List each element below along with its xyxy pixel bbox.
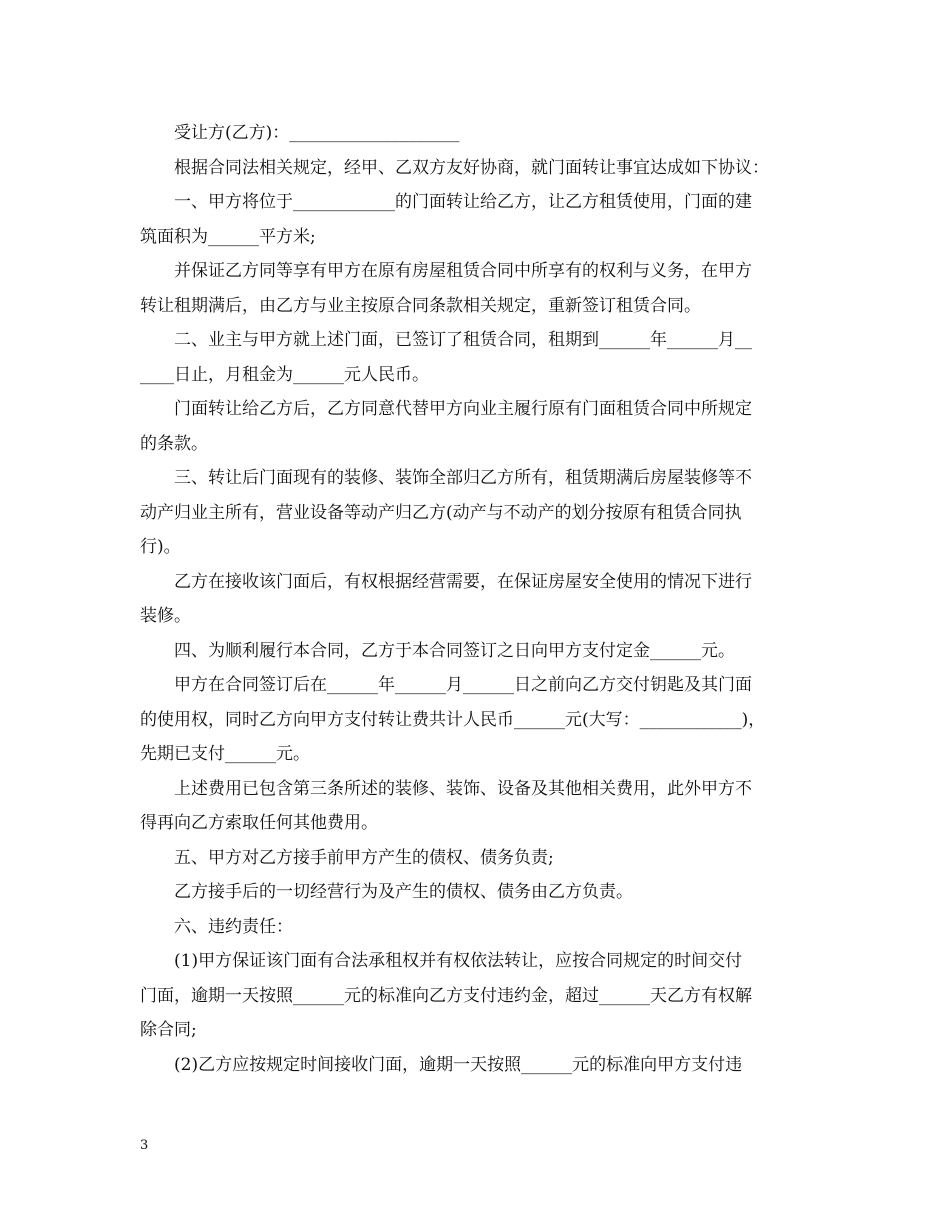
text-line: 先期已支付______元。: [140, 744, 310, 764]
text-line: 上述费用已包含第三条所述的装修、装饰、设备及其他相关费用，此外甲方不: [174, 778, 752, 799]
text-line: 行)。: [140, 537, 181, 557]
text-line: 筑面积为______平方米;: [140, 226, 316, 247]
text-line: 受让方(乙方)：____________________: [174, 123, 460, 143]
text-line: 并保证乙方同等享有甲方在原有房屋租赁合同中所享有的权利与义务，在甲方: [174, 261, 752, 281]
text-line: (2)乙方应按规定时间接收门面，逾期一天按照______元的标准向甲方支付违: [174, 1054, 743, 1075]
page-number: 3: [140, 1138, 149, 1153]
text-line: 乙方在接收该门面后，有权根据经营需要，在保证房屋安全使用的情况下进行: [174, 571, 752, 592]
text-line: 的使用权，同时乙方向甲方支付转让费共计人民币______元(大写：____________)，: [140, 709, 766, 730]
text-line: 三、转让后门面现有的装修、装饰全部归乙方所有，租赁期满后房屋装修等不: [174, 468, 752, 488]
text-line: 四、为顺利履行本合同，乙方于本合同签订之日向甲方支付定金______元。: [174, 640, 735, 661]
text-line: 得再向乙方索取任何其他费用。: [140, 813, 378, 833]
text-line: 六、违约责任：: [174, 916, 293, 937]
text-line: 装修。: [140, 606, 191, 626]
text-line: 二、业主与甲方就上述门面，已签订了租赁合同，租期到______年______月__: [174, 330, 752, 350]
text-line: 甲方在合同签订后在______年______月______日之前向乙方交付钥匙及其门面: [174, 675, 752, 695]
text-line: 门面，逾期一天按照______元的标准向乙方支付违约金，超过______天乙方有权解: [140, 985, 752, 1006]
text-line: 的条款。: [140, 433, 208, 454]
text-line: (1)甲方保证该门面有合法承租权并有权依法转让，应按合同规定的时间交付: [174, 951, 743, 971]
text-line: 根据合同法相关规定，经甲、乙双方友好协商，就门面转让事宜达成如下协议：: [174, 157, 769, 178]
text-line: 转让租期满后，由乙方与业主按原合同条款相关规定，重新签订租赁合同。: [140, 295, 701, 316]
text-line: ____日止，月租金为______元人民币。: [140, 364, 429, 385]
text-line: 动产归业主所有，营业设备等动产归乙方(动产与不动产的划分按原有租赁合同执: [140, 502, 742, 523]
document-body: [140, 116, 820, 1082]
text-line: 五、甲方对乙方接手前甲方产生的债权、债务负责;: [174, 847, 554, 868]
text-line: 除合同;: [140, 1020, 197, 1040]
text-line: 乙方接手后的一切经营行为及产生的债权、债务由乙方负责。: [174, 882, 633, 902]
text-line: 门面转让给乙方后，乙方同意代替甲方向业主履行原有门面租赁合同中所规定: [174, 399, 752, 419]
text-line: 一、甲方将位于____________的门面转让给乙方，让乙方租赁使用，门面的建: [174, 192, 752, 212]
